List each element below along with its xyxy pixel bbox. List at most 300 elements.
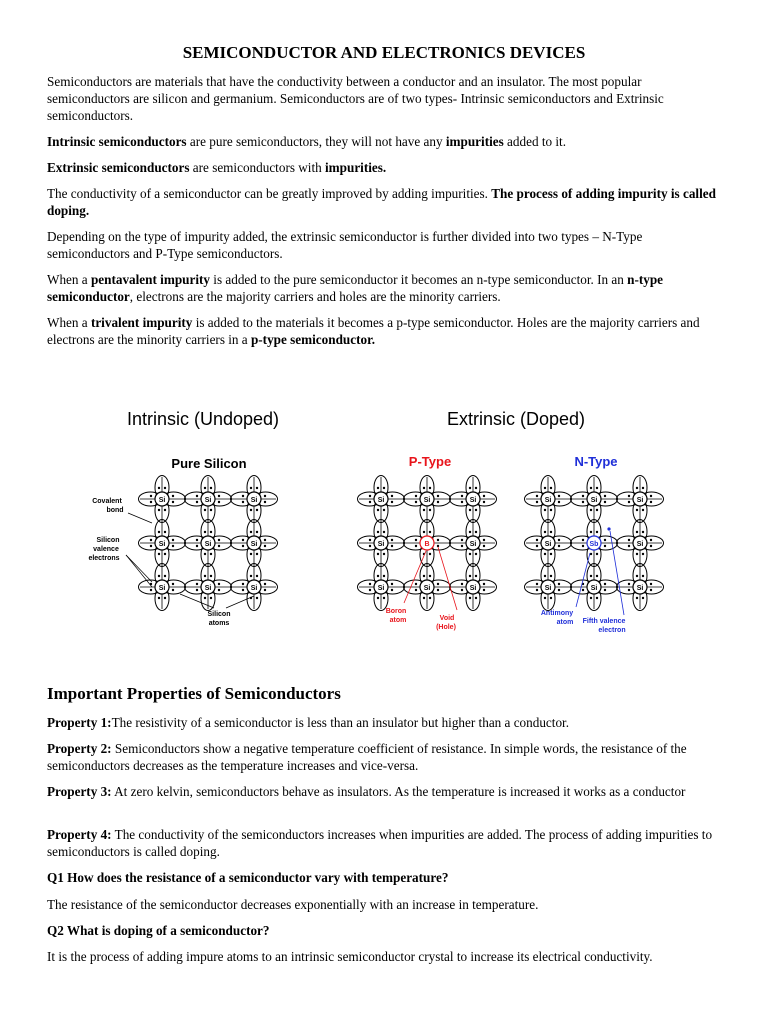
valence-electron [429,531,431,533]
valence-electron [483,545,485,547]
ptype-text-1: When a [47,315,91,330]
valence-electron [383,509,385,511]
hole-label-1: Void [439,615,455,622]
pure-silicon-label: Pure Silicon [171,456,247,471]
atoms-label-2: atoms [208,620,230,627]
property-4-label: Property 4: [47,827,112,842]
valence-electron [250,531,252,533]
intrinsic-paragraph [47,133,722,150]
fifth-label-2: electron [598,627,626,634]
valence-electron [483,583,485,585]
valence-electron [377,531,379,533]
valence-electron [369,583,371,585]
ntype-text-2: is added to the pure semiconductor it becomes an n-type semiconductor. In an [210,272,628,287]
silicon-atom-symbol: Si [544,541,552,548]
valence-electron [369,545,371,547]
valence-electron [196,589,198,591]
valence-electron [150,589,152,591]
valence-electron [536,495,538,497]
properties-heading: Important Properties of Semiconductors [47,684,341,703]
valence-electron [483,539,485,541]
valence-electron [483,495,485,497]
valence-electron [558,589,560,591]
valence-electron [429,487,431,489]
extrinsic-heading: Extrinsic (Doped) [446,409,586,429]
valence-electron [558,501,560,503]
valence-electron [150,539,152,541]
valence-electron [391,545,393,547]
valence-electron [158,597,160,599]
silicon-atom-symbol: Si [204,585,212,592]
silicon-atom-symbol: Si [590,497,598,504]
doping-definition: The process of adding impurity is called doping. [47,186,716,218]
boron-pointer [404,551,426,603]
valence-label-2: valence [93,546,119,553]
valence-electron [264,545,266,547]
valence-electron [461,495,463,497]
doping-text: The conductivity of a semiconductor can be greatly improved by adding impurities. [47,186,492,201]
valence-electron [628,501,630,503]
intrinsic-term: Intrinsic semiconductors [47,134,187,149]
valence-electron [415,545,417,547]
pentavalent-term: pentavalent impurity [90,272,210,287]
valence-electron [582,589,584,591]
valence-electron [264,495,266,497]
valence-electron [544,575,546,577]
valence-electron [461,589,463,591]
valence-electron [483,589,485,591]
boron-label-2: atom [389,617,407,624]
extrinsic-paragraph [47,159,722,176]
ntype-text-1: When a [47,272,91,287]
valence-electron [150,495,152,497]
valence-electron [650,583,652,585]
valence-electron [628,539,630,541]
valence-pointer-1 [126,555,152,582]
answer-1: The resistance of the semiconductor decreases exponentially with an increase in temperature. [47,897,539,912]
valence-electron [628,495,630,497]
valence-electron [415,583,417,585]
valence-electron [429,509,431,511]
valence-electron [210,509,212,511]
valence-electron [256,531,258,533]
valence-electron [483,501,485,503]
valence-electron [383,531,385,533]
valence-electron [196,539,198,541]
silicon-atom-symbol: Si [158,497,166,504]
valence-electron [210,597,212,599]
valence-electron [415,501,417,503]
valence-electron [369,495,371,497]
valence-electron [596,575,598,577]
valence-electron [150,501,152,503]
valence-electron [544,509,546,511]
trivalent-term: trivalent impurity [90,315,193,330]
valence-electron [536,545,538,547]
valence-electron [164,575,166,577]
ntype-label: N-Type [574,454,618,469]
valence-electron [590,509,592,511]
valence-electron [172,545,174,547]
valence-electron [210,531,212,533]
silicon-atom-symbol: Si [636,541,644,548]
page-title: SEMICONDUCTOR AND ELECTRONICS DEVICES [182,43,586,62]
silicon-atom-symbol: Si [423,585,431,592]
valence-electron [461,501,463,503]
valence-electron [536,589,538,591]
intrinsic-text-end: added to it. [503,134,567,149]
valence-electron [242,501,244,503]
valence-electron [469,509,471,511]
valence-electron [204,487,206,489]
valence-electron [423,597,425,599]
valence-electron [423,487,425,489]
valence-electron [264,539,266,541]
valence-electron [604,589,606,591]
valence-electron [596,531,598,533]
valence-electron [628,589,630,591]
valence-electron [469,597,471,599]
valence-electron [391,589,393,591]
covalent-pointer [128,513,152,523]
valence-electron [582,495,584,497]
valence-electron [256,575,258,577]
valence-electron [582,501,584,503]
ptype-term: p-type semiconductor. [250,332,376,347]
valence-electron [437,583,439,585]
valence-electron [475,487,477,489]
silicon-atom-symbol: Si [590,585,598,592]
valence-electron [391,539,393,541]
silicon-atom-symbol: Si [377,585,385,592]
valence-electron [590,487,592,489]
valence-electron [636,509,638,511]
types-paragraph: Depending on the type of impurity added, the extrinsic semiconductor is further divided into two types – N-Type semiconductors and P-Type semiconductors. [47,229,643,261]
answer-2: It is the process of adding impure atoms to an intrinsic semiconductor crystal to increase its electrical conductivity. [47,949,653,964]
doping-figure [0,395,768,645]
valence-electron [596,597,598,599]
valence-electron [383,575,385,577]
ptype-lattice [358,476,497,611]
valence-electron [264,583,266,585]
valence-electron [437,539,439,541]
valence-electron [377,553,379,555]
valence-electron [437,545,439,547]
intro-paragraph: Semiconductors are materials that have the conductivity between a conductor and an insulator. The most popular semiconductors are silicon and germanium. Semiconductors are of two types- Intrinsic semiconductors and Extrinsic semiconductors. [47,74,664,123]
valence-electron [264,589,266,591]
valence-electron [377,487,379,489]
valence-electron [204,553,206,555]
valence-electron [642,531,644,533]
boron-label-1: Boron [385,608,407,615]
property-4 [47,826,722,860]
valence-pointer-2 [126,555,152,587]
valence-electron [475,575,477,577]
valence-electron [475,509,477,511]
valence-electron [628,545,630,547]
atoms-pointer-2 [226,596,254,608]
valence-electron [242,539,244,541]
valence-electron [256,597,258,599]
silicon-atom-symbol: Si [377,541,385,548]
property-2 [47,740,722,774]
silicon-atom-symbol: Si [469,497,477,504]
valence-electron [172,583,174,585]
valence-electron [469,487,471,489]
valence-electron [475,553,477,555]
valence-electron [250,487,252,489]
valence-electron [391,583,393,585]
silicon-atom-symbol: Si [544,497,552,504]
hole-label-2: (Hole) [436,624,456,631]
silicon-atom-symbol: Si [158,585,166,592]
valence-electron [204,575,206,577]
valence-electron [469,531,471,533]
valence-electron [650,495,652,497]
valence-electron [204,531,206,533]
fifth-label-1: Fifth valence [582,618,626,625]
valence-electron [550,509,552,511]
valence-electron [377,575,379,577]
silicon-atom-symbol: Si [423,497,431,504]
valence-electron [469,553,471,555]
valence-electron [164,553,166,555]
valence-electron [242,589,244,591]
valence-electron [604,495,606,497]
ntype-lattice [525,476,664,611]
valence-electron [550,531,552,533]
valence-electron [642,509,644,511]
valence-electron [604,501,606,503]
extrinsic-term: Extrinsic semiconductors [47,160,190,175]
valence-electron [158,575,160,577]
valence-electron [596,509,598,511]
valence-electron [196,495,198,497]
valence-electron [550,597,552,599]
valence-electron [461,583,463,585]
valence-electron [383,487,385,489]
silicon-atom-symbol: Si [544,585,552,592]
valence-electron [604,545,606,547]
valence-electron [164,509,166,511]
valence-electron [415,589,417,591]
property-3-text: At zero kelvin, semiconductors behave as insulators. As the temperature is increased it works as a conductor [111,784,686,799]
valence-electron [158,531,160,533]
silicon-atom-symbol: Si [250,541,258,548]
valence-electron [550,575,552,577]
impurities-term: impurities [445,134,504,149]
valence-electron [210,487,212,489]
valence-electron [642,553,644,555]
valence-electron [250,509,252,511]
valence-electron [590,597,592,599]
valence-electron [164,531,166,533]
valence-electron [642,575,644,577]
valence-electron [218,539,220,541]
property-1-label: Property 1: [47,715,112,730]
valence-electron [590,575,592,577]
intrinsic-heading: Intrinsic (Undoped) [126,409,280,429]
valence-electron [536,539,538,541]
valence-electron [437,501,439,503]
valence-electron [423,509,425,511]
silicon-atom-symbol: Si [250,585,258,592]
covalent-label-2: bond [106,507,124,514]
valence-electron [642,487,644,489]
ntype-text-3: , electrons are the majority carriers and holes are the minority carriers. [129,289,501,304]
antimony-label-1: Antimony [540,610,574,617]
valence-electron [429,553,431,555]
valence-electron [429,597,431,599]
valence-electron [650,545,652,547]
impurities-term-2: impurities. [325,160,387,175]
valence-electron [172,495,174,497]
valence-electron [558,495,560,497]
boron-atom-symbol: B [424,541,430,548]
antimony-label-2: atom [556,619,574,626]
valence-electron [536,501,538,503]
valence-electron [196,501,198,503]
valence-electron [242,495,244,497]
valence-electron [550,487,552,489]
valence-electron [415,539,417,541]
valence-electron [423,531,425,533]
valence-electron [475,531,477,533]
ptype-label: P-Type [408,454,452,469]
ntype-paragraph [47,271,722,305]
silicon-atom-symbol: Si [204,497,212,504]
property-4-text: The conductivity of the semiconductors increases when impurities are added. The process of adding impurities to semiconductors is called doping. [47,827,713,859]
valence-electron [544,487,546,489]
fifth-electron-dot [607,527,610,530]
valence-electron [210,575,212,577]
intrinsic-text: are pure semiconductors, they will not have any [186,134,446,149]
valence-electron [604,539,606,541]
antimony-atom-symbol: Sb [589,541,599,548]
silicon-atom-symbol: Si [204,541,212,548]
valence-label-3: electrons [88,555,120,562]
valence-electron [469,575,471,577]
valence-electron [196,545,198,547]
valence-electron [582,545,584,547]
valence-electron [636,531,638,533]
valence-electron [377,509,379,511]
ptype-text-2: is added to the materials it becomes a p-type semiconductor. Holes are the majority carriers and electrons are the minority carriers in a [47,315,700,347]
valence-electron [383,597,385,599]
valence-electron [158,553,160,555]
property-1 [47,714,722,731]
valence-electron [558,539,560,541]
valence-electron [256,487,258,489]
valence-electron [650,539,652,541]
silicon-atom-symbol: Si [636,585,644,592]
valence-electron [544,531,546,533]
valence-electron [172,501,174,503]
valence-electron [391,495,393,497]
hole-pointer [438,547,457,610]
valence-electron [218,545,220,547]
valence-electron [550,553,552,555]
valence-electron [558,583,560,585]
valence-electron [172,539,174,541]
valence-electron [628,583,630,585]
valence-electron [536,583,538,585]
property-2-label: Property 2: [47,741,112,756]
silicon-atom-symbol: Si [469,541,477,548]
valence-electron [204,509,206,511]
valence-electron [415,495,417,497]
valence-electron [250,553,252,555]
silicon-atom-symbol: Si [377,497,385,504]
valence-electron [636,553,638,555]
valence-electron [461,545,463,547]
valence-electron [461,539,463,541]
valence-electron [158,487,160,489]
valence-electron [650,501,652,503]
valence-electron [369,501,371,503]
doping-paragraph [47,185,722,219]
valence-electron [210,553,212,555]
valence-electron [423,575,425,577]
valence-electron [218,501,220,503]
valence-electron [218,583,220,585]
valence-electron [650,589,652,591]
valence-electron [172,589,174,591]
valence-electron [204,597,206,599]
valence-electron [636,575,638,577]
property-3-label: Property 3: [47,784,112,799]
valence-electron [256,553,258,555]
lattice-diagram [0,395,768,645]
pure-silicon-lattice [139,476,278,611]
valence-electron [264,501,266,503]
valence-electron [369,589,371,591]
valence-electron [256,509,258,511]
property-2-text: Semiconductors show a negative temperature coefficient of resistance. In simple words, the resistance of the semiconductors decreases as the temperature increases and vice-versa. [47,741,687,773]
atoms-pointer-1 [180,594,214,608]
ptype-paragraph [47,314,722,348]
valence-electron [429,575,431,577]
valence-electron [590,531,592,533]
valence-electron [377,597,379,599]
valence-electron [544,553,546,555]
valence-electron [369,539,371,541]
valence-electron [582,539,584,541]
question-2: Q2 What is doping of a semiconductor? [47,923,270,938]
valence-electron [150,545,152,547]
silicon-atom-symbol: Si [469,585,477,592]
valence-electron [383,553,385,555]
valence-electron [636,487,638,489]
valence-electron [475,597,477,599]
property-1-text: The resistivity of a semiconductor is less than an insulator but higher than a conductor. [111,715,570,730]
silicon-atom-symbol: Si [636,497,644,504]
valence-electron [437,589,439,591]
atoms-label-1: Silicon [207,611,231,618]
valence-electron [558,545,560,547]
valence-label-1: Silicon [96,537,120,544]
valence-electron [242,583,244,585]
property-3 [47,783,722,800]
valence-electron [636,597,638,599]
valence-electron [164,597,166,599]
ntype-term: n-type semiconductor [47,272,664,304]
valence-electron [196,583,198,585]
extrinsic-text: are semiconductors with [189,160,326,175]
valence-electron [218,589,220,591]
valence-electron [218,495,220,497]
silicon-atom-symbol: Si [158,541,166,548]
